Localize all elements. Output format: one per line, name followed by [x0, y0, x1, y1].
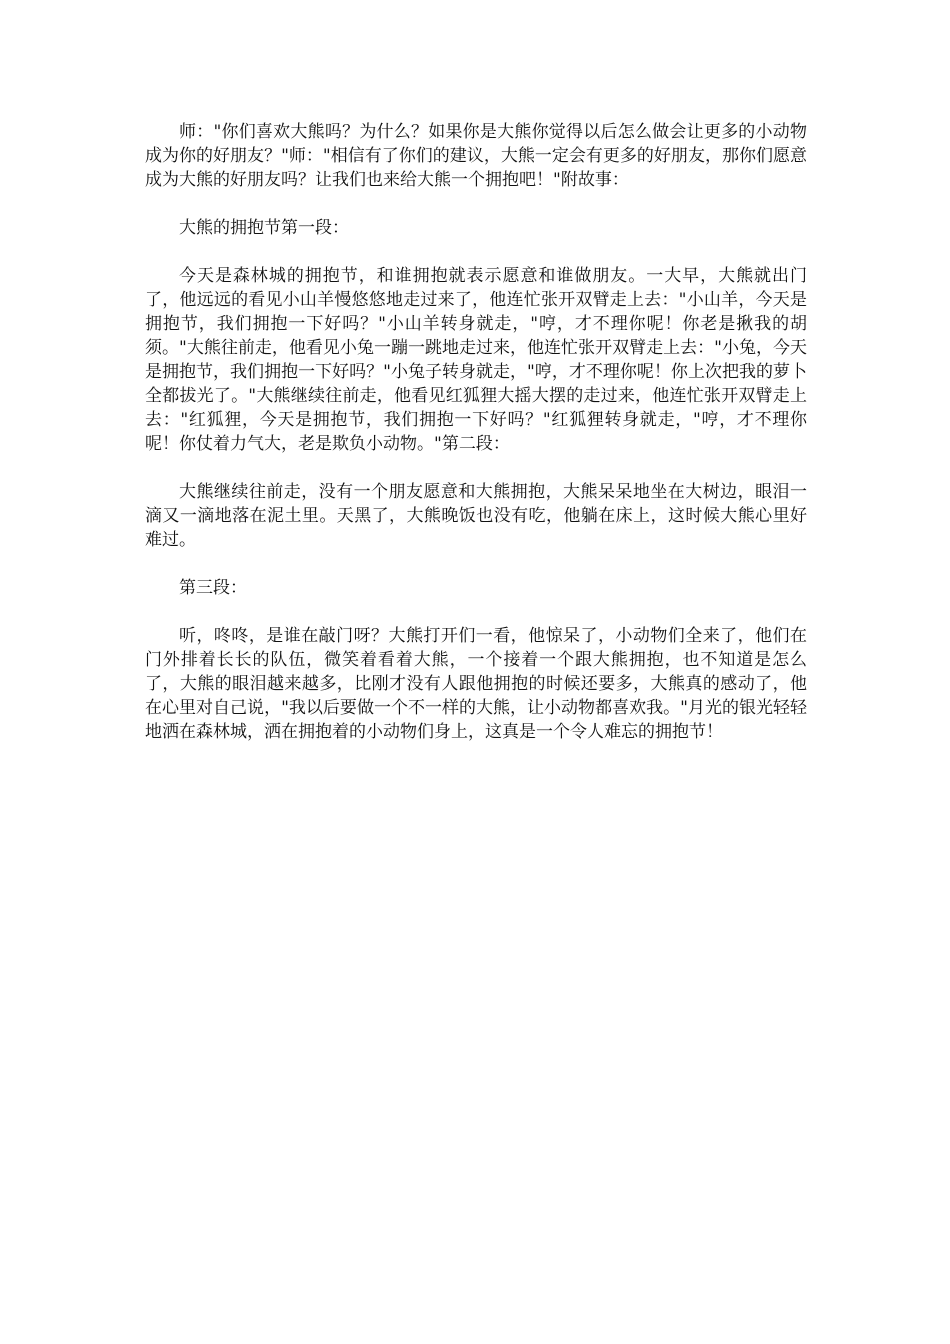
paragraph-intro: 师："你们喜欢大熊吗？为什么？如果你是大熊你觉得以后怎么做会让更多的小动物成为你的好朋友？"师："相信有了你们的建议，大熊一定会有更多的好朋友，那你们愿意成为大熊的好朋友吗？让我们也来给大熊一个拥抱吧！"附故事：: [145, 122, 807, 190]
paragraph-story-title: 大熊的拥抱节第一段：: [179, 218, 349, 238]
paragraph-part-two: 大熊继续往前走，没有一个朋友愿意和大熊拥抱，大熊呆呆地坐在大树边，眼泪一滴又一滴地落在泥土里。天黑了，大熊晚饭也没有吃，他躺在床上，这时候大熊心里好难过。: [145, 482, 807, 550]
paragraph-part-one: 今天是森林城的拥抱节，和谁拥抱就表示愿意和谁做朋友。一大早，大熊就出门了，他远远的看见小山羊慢悠悠地走过来了，他连忙张开双臂走上去："小山羊，今天是拥抱节，我们拥抱一下好吗？"小山羊转身就走，"哼，才不理你呢！你老是揪我的胡须。"大熊往前走，他看见小兔一蹦一跳地走过来，他连忙张开双臂走上去："小兔，今天是拥抱节，我们拥抱一下好吗？"小兔子转身就走，"哼，才不理你呢！你上次把我的萝卜全都拔光了。"大熊继续往前走，他看见红狐狸大摇大摆的走过来，他连忙张开双臂走上去："红狐狸，今天是拥抱节，我们拥抱一下好吗？"红狐狸转身就走，"哼，才不理你呢！你仗着力气大，老是欺负小动物。"第二段：: [145, 266, 807, 454]
paragraph-part-three-heading: 第三段：: [179, 578, 247, 598]
document-body: [145, 120, 807, 768]
paragraph-part-three: 听，咚咚，是谁在敲门呀？大熊打开们一看，他惊呆了，小动物们全来了，他们在门外排着长长的队伍，微笑着看着大熊，一个接着一个跟大熊拥抱，也不知道是怎么了，大熊的眼泪越来越多，比刚才没有人跟他拥抱的时候还要多，大熊真的感动了，他在心里对自己说，"我以后要做一个不一样的大熊，让小动物都喜欢我。"月光的银光轻轻地洒在森林城，洒在拥抱着的小动物们身上，这真是一个令人难忘的拥抱节！: [145, 626, 807, 742]
